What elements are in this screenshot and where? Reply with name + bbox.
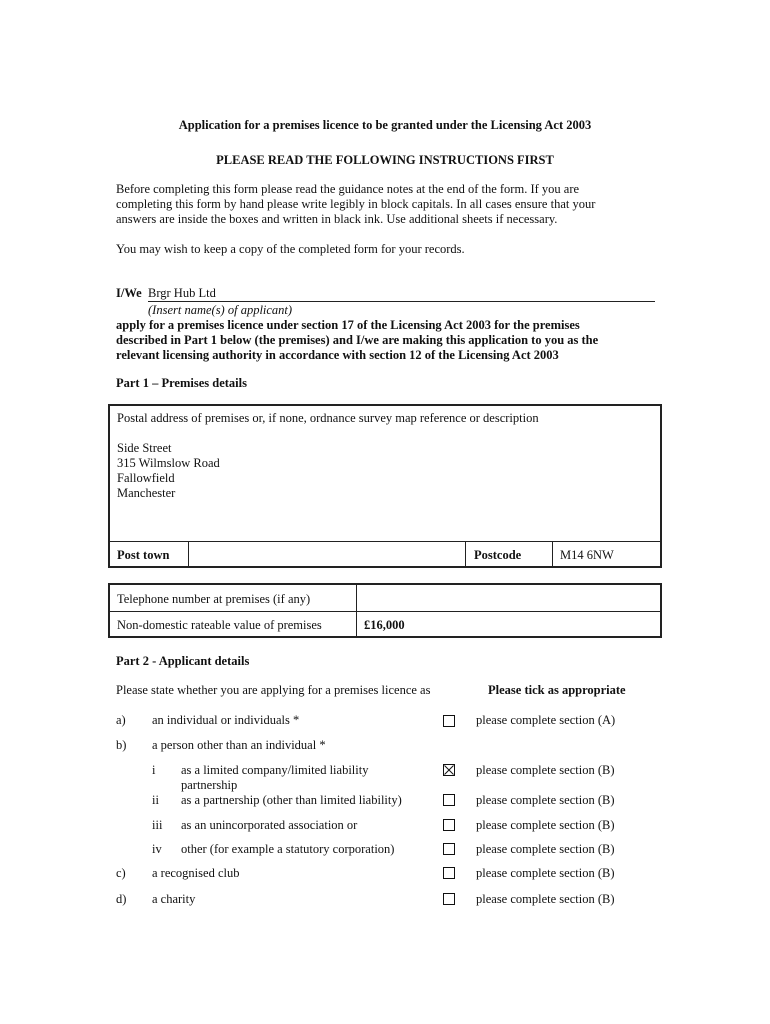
address-line-4[interactable]: Manchester: [117, 486, 176, 500]
option-b-ii-action: please complete section (B): [476, 793, 615, 807]
option-b-iv-label: other (for example a statutory corporation): [181, 842, 395, 856]
part1-heading: Part 1 – Premises details: [116, 376, 247, 390]
post-town-divider: [188, 541, 189, 566]
option-b-i-label: as a limited company/limited liability: [181, 763, 369, 777]
post-town-label: Post town: [117, 548, 170, 562]
rateable-value[interactable]: £16,000: [364, 618, 405, 632]
form-title: Application for a premises licence to be granted under the Licensing Act 2003: [178, 118, 592, 132]
postcode-divider-left: [465, 541, 466, 566]
telephone-rateable-box: [108, 583, 662, 638]
address-line-3[interactable]: Fallowfield: [117, 471, 175, 485]
telephone-row-divider: [110, 611, 660, 612]
postcode-field[interactable]: M14 6NW: [560, 548, 614, 562]
instructions-line-1: Before completing this form please read the guidance notes at the end of the form. If you are: [116, 182, 580, 196]
part2-heading: Part 2 - Applicant details: [116, 654, 250, 668]
applicant-name[interactable]: Brgr Hub Ltd: [148, 286, 216, 300]
option-b-ii-numeral: ii: [152, 793, 159, 807]
instructions-line-3: answers are inside the boxes and written in black ink. Use additional sheets if necessary.: [116, 212, 558, 226]
statement-line-1: apply for a premises licence under section 17 of the Licensing Act 2003 for the premises: [116, 318, 580, 332]
option-b-iii-numeral: iii: [152, 818, 163, 832]
option-b-iii-checkbox[interactable]: [443, 819, 455, 831]
option-b-iv-checkbox[interactable]: [443, 843, 455, 855]
option-d-label: a charity: [152, 892, 196, 906]
address-row-divider: [110, 541, 660, 542]
rateable-label: Non-domestic rateable value of premises: [117, 618, 322, 632]
option-c-action: please complete section (B): [476, 866, 615, 880]
address-line-1[interactable]: Side Street: [117, 441, 172, 455]
checkmark-x-icon: [444, 765, 454, 775]
option-b-iii-label: as an unincorporated association or: [181, 818, 358, 832]
option-b-ii-checkbox[interactable]: [443, 794, 455, 806]
option-b-ii-label: as a partnership (other than limited liability): [181, 793, 402, 807]
instructions-heading: PLEASE READ THE FOLLOWING INSTRUCTIONS FIRST: [216, 153, 554, 167]
statement-line-2: described in Part 1 below (the premises) and I/we are making this application to you as the: [116, 333, 599, 347]
option-c-checkbox[interactable]: [443, 867, 455, 879]
premises-address-box: [108, 404, 662, 568]
address-label: Postal address of premises or, if none, ordnance survey map reference or description: [117, 411, 539, 425]
option-c-letter: c): [116, 866, 126, 880]
option-b-letter: b): [116, 738, 127, 752]
instructions-line-2: completing this form by hand please write legibly in block capitals. In all cases ensure that your: [116, 197, 596, 211]
option-a-action: please complete section (A): [476, 713, 616, 727]
statement-line-3: relevant licensing authority in accordance with section 12 of the Licensing Act 2003: [116, 348, 559, 362]
option-c-label: a recognised club: [152, 866, 240, 880]
applicant-name-hint: (Insert name(s) of applicant): [148, 303, 293, 317]
option-b-i-action: please complete section (B): [476, 763, 615, 777]
address-line-2[interactable]: 315 Wilmslow Road: [117, 456, 220, 470]
applicant-name-underline: [148, 301, 655, 302]
postcode-label: Postcode: [474, 548, 522, 562]
option-b-iv-action: please complete section (B): [476, 842, 615, 856]
option-a-letter: a): [116, 713, 126, 727]
option-b-iii-action: please complete section (B): [476, 818, 615, 832]
option-d-letter: d): [116, 892, 127, 906]
tick-heading: Please tick as appropriate: [488, 683, 626, 697]
part2-question: Please state whether you are applying for a premises licence as: [116, 683, 431, 697]
option-b-i-checkbox[interactable]: [443, 764, 455, 776]
telephone-label: Telephone number at premises (if any): [117, 592, 311, 606]
option-b-iv-numeral: iv: [152, 842, 162, 856]
option-d-checkbox[interactable]: [443, 893, 455, 905]
option-b-i-numeral: i: [152, 763, 156, 777]
option-a-checkbox[interactable]: [443, 715, 455, 727]
postcode-divider-right: [552, 541, 553, 566]
option-a-label: an individual or individuals *: [152, 713, 300, 727]
iwe-label: I/We: [116, 286, 142, 300]
option-b-label: a person other than an individual *: [152, 738, 326, 752]
option-b-i-label-cont: partnership: [181, 778, 238, 792]
copy-note: You may wish to keep a copy of the completed form for your records.: [116, 242, 465, 256]
option-d-action: please complete section (B): [476, 892, 615, 906]
